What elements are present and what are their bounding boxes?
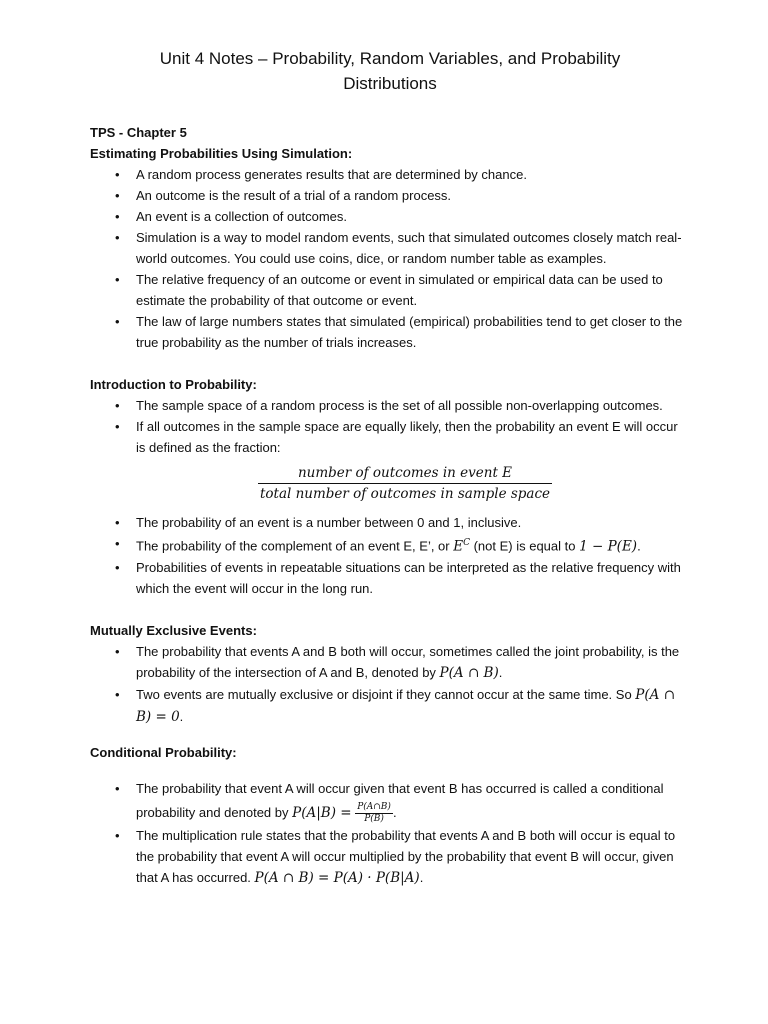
conditional-list (90, 777, 690, 889)
fraction-numerator: P(A∩B) (357, 802, 391, 813)
section-heading-mutually-exclusive: Mutually Exclusive Events: (90, 623, 257, 639)
list-item-text: The probability that events A and B both will occur, sometimes called the joint probability, is the probability of the intersection of A and B, denoted by (136, 644, 680, 681)
list-item: • The sample space of a random process is the set of all possible non-overlapping outcomes. (90, 395, 690, 416)
list-item-end: . (179, 709, 184, 725)
list-item: • An event is a collection of outcomes. (90, 206, 690, 227)
list-item: • An outcome is the result of a trial of a random process. (90, 185, 690, 206)
fraction-denominator: P(B) (364, 814, 384, 825)
spacer (90, 763, 690, 777)
spacer (90, 599, 690, 620)
list-item-end: . (419, 870, 424, 886)
simulation-list (90, 164, 690, 353)
section-heading-conditional: Conditional Probability: (90, 745, 237, 761)
spacer (90, 353, 690, 374)
list-item-text: The probability of the complement of an event E, E’, or (136, 538, 454, 554)
math-intersection: P(A ∩ B) (439, 665, 499, 682)
page-title: Unit 4 Notes – Probability, Random Variables, and Probability Distributions (159, 49, 621, 93)
chapter-label: TPS - Chapter 5 (90, 125, 187, 140)
list-item-end: . (392, 805, 397, 821)
list-item (90, 825, 690, 889)
math-conditional: P(A|B) = (292, 805, 352, 822)
list-item (90, 641, 690, 684)
list-item (90, 533, 690, 557)
fraction-denominator: total number of outcomes in sample space (259, 486, 551, 502)
list-item: • The probability of an event is a number between 0 and 1, inclusive. (90, 512, 690, 533)
list-item: • The law of large numbers states that simulated (empirical) probabilities tend to get closer to the true probability as the number of trials increases. (90, 311, 690, 353)
fraction-numerator: number of outcomes in event E (258, 463, 552, 484)
list-item-text: The probability that event A will occur given that event B has occurred is called a conditional probability and denoted by (136, 781, 664, 821)
fraction (258, 463, 552, 504)
math-superscript: C (463, 538, 470, 548)
math-disjoint: P(A ∩ B) = 0 (136, 687, 675, 726)
list-item-text: (not E) is equal to (469, 538, 580, 554)
probability-fraction (90, 463, 690, 504)
conditional-fraction (355, 802, 393, 825)
list-item: • If all outcomes in the sample space are equally likely, then the probability an event E will occur is defined as the fraction: (90, 416, 690, 458)
list-item (90, 777, 690, 825)
math-multiplication-rule: P(A ∩ B) = P(A) · P(B|A) (254, 870, 420, 887)
spacer (90, 728, 690, 742)
math-complement: E (453, 538, 464, 555)
intro-list-continued (90, 512, 690, 599)
list-item: • Simulation is a way to model random events, such that simulated outcomes closely match real-world outcomes. You could use coins, dice, or random number table as examples. (90, 227, 690, 269)
list-item-text: The multiplication rule states that the probability that events A and B both will occur is equal to the probability that event A will occur multiplied by the probability that event B will occur, given that A has occurred. (136, 828, 676, 886)
intro-list (90, 395, 690, 458)
mutually-exclusive-list (90, 641, 690, 728)
list-item: • Probabilities of events in repeatable situations can be interpreted as the relative frequency with which the event will occur in the long run. (90, 557, 690, 599)
section-heading-intro: Introduction to Probability: (90, 377, 257, 392)
math-complement-rule: 1 − P(E) (579, 538, 638, 555)
list-item-end: . (498, 665, 503, 681)
document-page (90, 46, 690, 889)
section-heading-simulation: Estimating Probabilities Using Simulation: (90, 146, 353, 161)
list-item: • A random process generates results that are determined by chance. (90, 164, 690, 185)
list-item: • The relative frequency of an outcome or event in simulated or empirical data can be used to estimate the probability of that outcome or event. (90, 269, 690, 311)
list-item (90, 684, 690, 728)
list-item-end: . (637, 538, 641, 554)
list-item-text: Two events are mutually exclusive or disjoint if they cannot occur at the same time. So (136, 687, 636, 703)
